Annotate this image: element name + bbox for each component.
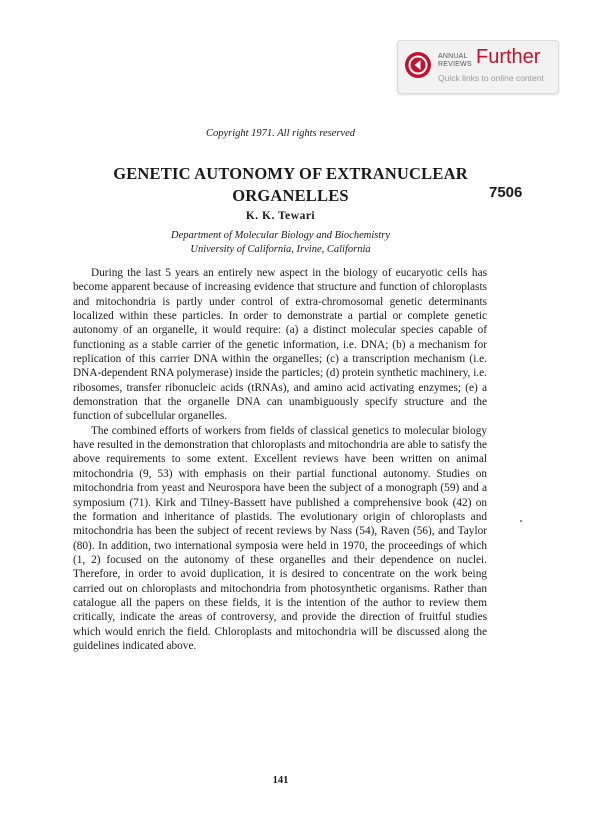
article-body (73, 266, 487, 653)
badge-tagline: Quick links to online content (438, 73, 544, 83)
affiliation-line-2: University of California, Irvine, California (190, 244, 371, 255)
body-paragraph-1: During the last 5 years an entirely new aspect in the biology of eucaryotic cells has become apparent because of increasing evidence that structure and function of chloroplasts and mitochondria is partly under control of extra-chromosomal genetic determinants localized within these particles. In order to demonstrate a partial or complete genetic autonomy of an organelle, it would require: (a) a distinct molecular species capable of functioning as a stable carrier of the genetic information, i.e. DNA; (b) a mechanism for replication of this carrier DNA within the organelles; (c) a transcription mechanism (i.e. DNA-dependent RNA polymerase) inside the particles; (d) protein synthetic machinery, i.e. ribosomes, transfer ribonucleic acids (tRNAs), and amino acid activating enzymes; (e) a demonstration that the organelle DNA can unambiguously specify structure and the function of subcellular organelles. (73, 267, 487, 423)
further-badge[interactable] (397, 40, 559, 94)
title-line-1: GENETIC AUTONOMY OF EXTRANUCLEAR (113, 164, 468, 183)
badge-further-word: Further (476, 46, 541, 68)
circle-arrow-left-icon (404, 51, 432, 79)
author-affiliation (0, 229, 561, 257)
badge-annual-label: ANNUAL (438, 53, 468, 60)
author-name: K. K. Tewari (245, 210, 316, 222)
article-title (60, 163, 521, 207)
page-number: 141 (272, 775, 289, 786)
article-code: 7506 (489, 184, 523, 201)
affiliation-line-1: Department of Molecular Biology and Biochemistry (171, 230, 390, 241)
scan-speck (520, 520, 522, 522)
body-paragraph-2: The combined efforts of workers from fields of classical genetics to molecular biology have resulted in the demonstration that chloroplasts and mitochondria are able to satisfy the above requirements to some extent. Excellent reviews have been written on animal mitochondria (9, 53) with emphasis on their partial functional autonomy. Studies on mitochondria from yeast and Neurospora have been the subject of a monograph (59) and a symposium (71). Kirk and Tilney-Bassett have published a comprehensive book (42) on the formation and inheritance of plastids. The evolutionary origin of chloroplasts and mitochondria has been the subject of recent reviews by Nass (54), Raven (56), and Taylor (80). In addition, two international symposia were held in 1970, the proceedings of which (1, 2) focused on the autonomy of these organelles and their dependence on nuclei. Therefore, in order to avoid duplication, it is desired to concentrate on the work being carried out on chloroplasts and mitochondria from photosynthetic organisms. Rather than catalogue all the papers on these fields, it is the intention of the author to review them critically, indicate the areas of controversy, and provide the direction of fruitful studies which would enrich the field. Chloroplasts and mitochondria will be discussed along the guidelines indicated above. (73, 424, 487, 652)
badge-reviews-label: REVIEWS (438, 61, 472, 68)
title-line-2: ORGANELLES (232, 186, 349, 205)
copyright-notice: Copyright 1971. All rights reserved (205, 128, 356, 139)
